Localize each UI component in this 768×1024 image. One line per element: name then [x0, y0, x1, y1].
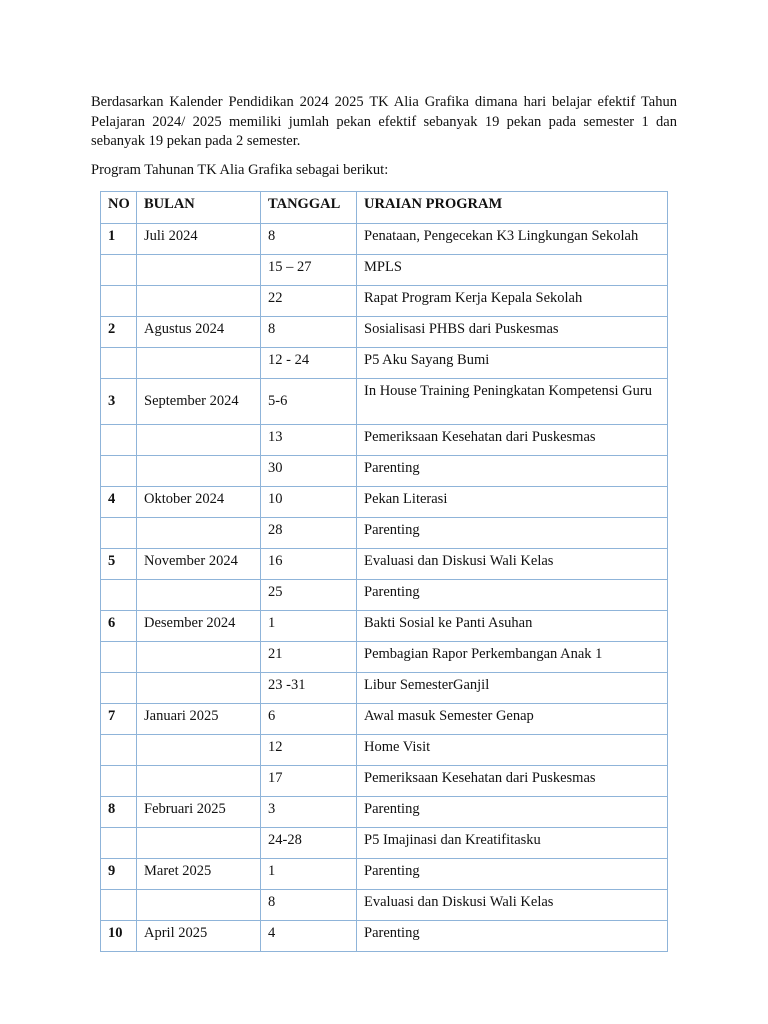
cell-uraian: Evaluasi dan Diskusi Wali Kelas [357, 549, 668, 580]
cell-no [101, 348, 137, 379]
table-row [101, 456, 668, 487]
cell-no: 2 [101, 317, 137, 348]
cell-tanggal: 28 [261, 518, 357, 549]
cell-tanggal: 25 [261, 580, 357, 611]
header-uraian: URAIAN PROGRAM [357, 192, 668, 224]
table-row [101, 580, 668, 611]
cell-tanggal: 5-6 [261, 379, 357, 425]
table-row [101, 487, 668, 518]
table-row [101, 379, 668, 425]
cell-tanggal: 6 [261, 704, 357, 735]
cell-uraian: Pembagian Rapor Perkembangan Anak 1 [357, 642, 668, 673]
table-row [101, 255, 668, 286]
table-row [101, 317, 668, 348]
cell-no: 6 [101, 611, 137, 642]
table-row [101, 797, 668, 828]
cell-uraian: Rapat Program Kerja Kepala Sekolah [357, 286, 668, 317]
cell-tanggal: 1 [261, 611, 357, 642]
cell-no [101, 642, 137, 673]
header-bulan: BULAN [137, 192, 261, 224]
cell-uraian: Bakti Sosial ke Panti Asuhan [357, 611, 668, 642]
table-row [101, 704, 668, 735]
cell-tanggal: 22 [261, 286, 357, 317]
cell-uraian: Parenting [357, 580, 668, 611]
table-row [101, 859, 668, 890]
cell-no [101, 580, 137, 611]
cell-bulan: Desember 2024 [137, 611, 261, 642]
cell-no: 7 [101, 704, 137, 735]
cell-bulan [137, 286, 261, 317]
cell-no: 9 [101, 859, 137, 890]
table-row [101, 611, 668, 642]
cell-uraian: Parenting [357, 921, 668, 952]
cell-uraian: Awal masuk Semester Genap [357, 704, 668, 735]
cell-bulan [137, 673, 261, 704]
cell-no: 3 [101, 379, 137, 425]
program-table [100, 191, 668, 952]
cell-uraian: Home Visit [357, 735, 668, 766]
cell-no [101, 735, 137, 766]
cell-bulan: September 2024 [137, 379, 261, 425]
cell-no: 10 [101, 921, 137, 952]
cell-tanggal: 12 [261, 735, 357, 766]
cell-bulan: Oktober 2024 [137, 487, 261, 518]
cell-no [101, 673, 137, 704]
cell-uraian: Evaluasi dan Diskusi Wali Kelas [357, 890, 668, 921]
cell-uraian: Pemeriksaan Kesehatan dari Puskesmas [357, 425, 668, 456]
cell-bulan [137, 735, 261, 766]
cell-uraian: MPLS [357, 255, 668, 286]
cell-tanggal: 8 [261, 317, 357, 348]
table-row [101, 642, 668, 673]
cell-bulan [137, 828, 261, 859]
table-row [101, 735, 668, 766]
cell-bulan [137, 255, 261, 286]
cell-uraian: Pekan Literasi [357, 487, 668, 518]
cell-bulan [137, 580, 261, 611]
table-row [101, 828, 668, 859]
cell-tanggal: 10 [261, 487, 357, 518]
cell-bulan: April 2025 [137, 921, 261, 952]
cell-no [101, 766, 137, 797]
cell-bulan: Agustus 2024 [137, 317, 261, 348]
cell-uraian: Pemeriksaan Kesehatan dari Puskesmas [357, 766, 668, 797]
cell-no [101, 456, 137, 487]
cell-uraian: Parenting [357, 518, 668, 549]
cell-no: 8 [101, 797, 137, 828]
cell-tanggal: 13 [261, 425, 357, 456]
cell-no [101, 425, 137, 456]
table-row [101, 890, 668, 921]
table-header-row [101, 192, 668, 224]
cell-uraian: P5 Imajinasi dan Kreatifitasku [357, 828, 668, 859]
cell-tanggal: 3 [261, 797, 357, 828]
cell-tanggal: 8 [261, 890, 357, 921]
cell-tanggal: 15 – 27 [261, 255, 357, 286]
cell-no [101, 286, 137, 317]
table-row [101, 224, 668, 255]
cell-tanggal: 8 [261, 224, 357, 255]
cell-uraian: Parenting [357, 456, 668, 487]
table-row [101, 425, 668, 456]
cell-tanggal: 21 [261, 642, 357, 673]
table-row [101, 673, 668, 704]
cell-bulan [137, 890, 261, 921]
program-heading: Program Tahunan TK Alia Grafika sebagai berikut: [91, 162, 389, 178]
cell-tanggal: 4 [261, 921, 357, 952]
table-row [101, 286, 668, 317]
cell-bulan [137, 456, 261, 487]
cell-tanggal: 17 [261, 766, 357, 797]
cell-no: 4 [101, 487, 137, 518]
cell-tanggal: 16 [261, 549, 357, 580]
cell-bulan: November 2024 [137, 549, 261, 580]
cell-bulan: Juli 2024 [137, 224, 261, 255]
cell-bulan [137, 642, 261, 673]
cell-uraian: Parenting [357, 859, 668, 890]
cell-bulan [137, 425, 261, 456]
table-row [101, 518, 668, 549]
cell-bulan [137, 518, 261, 549]
table-row [101, 766, 668, 797]
cell-tanggal: 12 - 24 [261, 348, 357, 379]
cell-bulan: Januari 2025 [137, 704, 261, 735]
cell-bulan: Februari 2025 [137, 797, 261, 828]
intro-paragraph: Berdasarkan Kalender Pendidikan 2024 2025 TK Alia Grafika dimana hari belajar efektif Tahun Pelajaran 2024/ 2025 memiliki jumlah pekan efektif sebanyak 19 pekan pada semester 1 dan sebanyak 19 pekan pada 2 semester. [91, 94, 677, 149]
cell-tanggal: 24-28 [261, 828, 357, 859]
cell-bulan: Maret 2025 [137, 859, 261, 890]
cell-tanggal: 23 -31 [261, 673, 357, 704]
cell-uraian: Parenting [357, 797, 668, 828]
cell-no [101, 255, 137, 286]
cell-no [101, 828, 137, 859]
header-tanggal: TANGGAL [261, 192, 357, 224]
cell-no [101, 518, 137, 549]
cell-uraian: Libur SemesterGanjil [357, 673, 668, 704]
cell-no: 1 [101, 224, 137, 255]
cell-tanggal: 1 [261, 859, 357, 890]
cell-uraian: Sosialisasi PHBS dari Puskesmas [357, 317, 668, 348]
table-row [101, 921, 668, 952]
cell-no [101, 890, 137, 921]
cell-bulan [137, 766, 261, 797]
cell-uraian: In House Training Peningkatan Kompetensi Guru [357, 379, 668, 425]
header-no: NO [101, 192, 137, 224]
cell-no: 5 [101, 549, 137, 580]
cell-uraian: Penataan, Pengecekan K3 Lingkungan Sekolah [357, 224, 668, 255]
cell-uraian: P5 Aku Sayang Bumi [357, 348, 668, 379]
table-row [101, 549, 668, 580]
cell-tanggal: 30 [261, 456, 357, 487]
cell-bulan [137, 348, 261, 379]
table-body [101, 224, 668, 952]
table-row [101, 348, 668, 379]
